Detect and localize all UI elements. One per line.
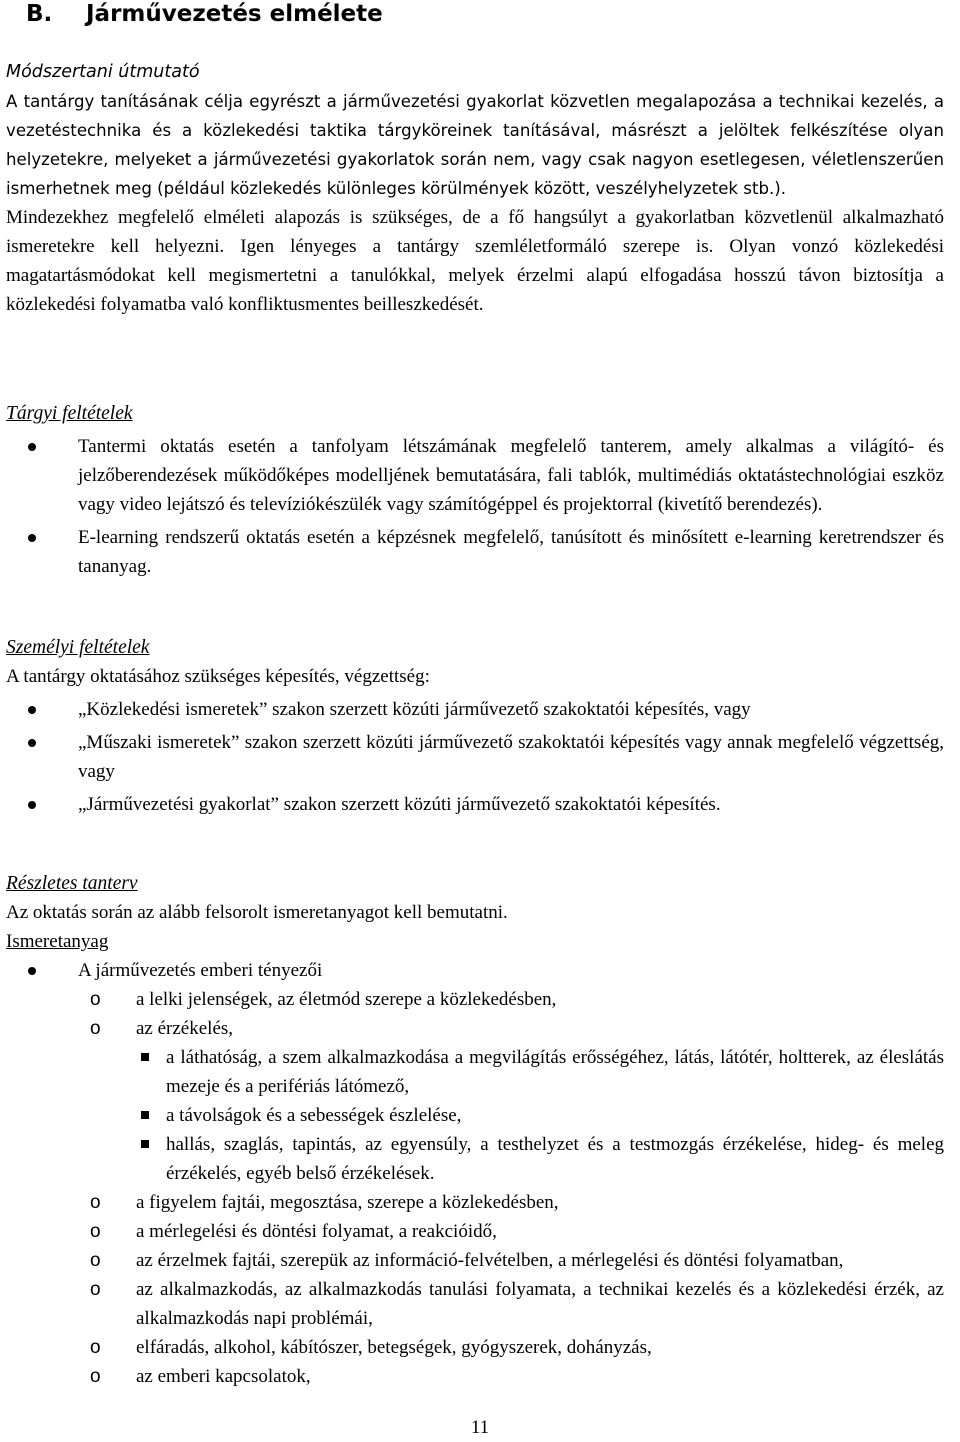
list-item: hallás, szaglás, tapintás, az egyensúly, a testhelyzet és a testmozgás érzékelése, hideg- és meleg érzékelés, egyéb belső érzékelések. <box>6 1130 944 1188</box>
subtopic-list-continued <box>6 1188 944 1391</box>
list-item: A járművezetés emberi tényezői <box>6 956 944 985</box>
method-section <box>6 58 944 319</box>
circle-bullet-icon: o <box>90 1250 101 1271</box>
circle-bullet-icon: o <box>90 1366 101 1387</box>
objective-list <box>6 432 944 581</box>
circle-bullet-icon: o <box>90 1337 101 1358</box>
list-item: o a figyelem fajtái, megosztása, szerepe a közlekedésben, <box>6 1188 944 1217</box>
page-number: 11 <box>470 1417 490 1438</box>
bullet-icon <box>28 739 36 747</box>
list-item: „Közlekedési ismeretek” szakon szerzett közúti járművezető szakoktatói képesítés, vagy <box>6 695 944 724</box>
method-paragraph-2: Mindezekhez megfelelő elméleti alapozás is szükséges, de a fő hangsúlyt a gyakorlatban közvetlenül alkalmazható ismeretekre kell helyezni. Igen lényeges a tantárgy szemléletformáló szerepe is. Olyan vonzó közlekedési magatartásmódokat kell megismertetni a tanulókkal, melyek érzelmi alapú elfogadása hosszú távon biztosítja a közlekedési folyamatba való konfliktusmentes beilleszkedését. <box>6 207 944 315</box>
list-item: o a lelki jelenségek, az életmód szerepe a közlekedésben, <box>6 985 944 1014</box>
list-item: o a mérlegelési és döntési folyamat, a reakcióidő, <box>6 1217 944 1246</box>
bullet-icon <box>28 706 36 714</box>
square-bullet-icon <box>141 1111 149 1119</box>
personal-intro: A tantárgy oktatásához szükséges képesítés, végzettség: <box>6 666 430 687</box>
objective-section <box>6 399 944 581</box>
chapter-title: Járművezetés elmélete <box>86 1 383 27</box>
curriculum-title: Részletes tanterv <box>6 873 138 894</box>
list-item: Tantermi oktatás esetén a tanfolyam létszámának megfelelő tanterem, amely alkalmas a világító- és jelzőberendezések működőképes modelljének bemutatására, fali tablók, multimédiás oktatástechnológiai eszköz vagy video lejátszó és televíziókészülék vagy számítógéppel és projektorral (kivetítő berendezés). <box>6 432 944 519</box>
list-item: a láthatóság, a szem alkalmazkodása a megvilágítás erősségéhez, látás, látótér, holtterek, az éleslátás mezeje és a perifériás látómező, <box>6 1043 944 1101</box>
topic-list <box>6 956 944 985</box>
curriculum-intro: Az oktatás során az alább felsorolt ismeretanyagot kell bemutatni. <box>6 902 508 923</box>
list-item: a távolságok és a sebességek észlelése, <box>6 1101 944 1130</box>
circle-bullet-icon: o <box>90 1279 101 1300</box>
chapter-heading <box>26 0 383 28</box>
circle-bullet-icon: o <box>90 1221 101 1242</box>
chapter-letter: B. <box>26 1 53 27</box>
objective-title: Tárgyi feltételek <box>6 403 133 424</box>
bullet-icon <box>28 801 36 809</box>
circle-bullet-icon: o <box>90 1018 101 1039</box>
list-item: o az érzékelés, <box>6 1014 944 1043</box>
bullet-icon <box>28 967 36 975</box>
knowledge-subtitle: Ismeretanyag <box>6 931 109 952</box>
list-item: o elfáradás, alkohol, kábítószer, betegségek, gyógyszerek, dohányzás, <box>6 1333 944 1362</box>
square-bullet-icon <box>141 1140 149 1148</box>
list-item: o az emberi kapcsolatok, <box>6 1362 944 1391</box>
bullet-icon <box>28 534 36 542</box>
list-item: E-learning rendszerű oktatás esetén a képzésnek megfelelő, tanúsított és minősített e-learning keretrendszer és tananyag. <box>6 523 944 581</box>
list-item: o az alkalmazkodás, az alkalmazkodás tanulási folyamata, a technikai kezelés és a közlekedési érzék, az alkalmazkodás napi problémái, <box>6 1275 944 1333</box>
list-item: o az érzelmek fajtái, szerepük az információ-felvételben, a mérlegelési és döntési folyamatban, <box>6 1246 944 1275</box>
perception-list <box>6 1043 944 1188</box>
method-paragraph-1: A tantárgy tanításának célja egyrészt a járművezetési gyakorlat közvetlen megalapozása a technikai kezelés, a vezetéstechnika és a közlekedési taktika tárgyköreinek tanításával, másrészt a jelöltek felkészítése olyan helyzetekre, melyeket a járművezetési gyakorlatok során nem, vagy csak nagyon esetlegesen, véletlenszerűen ismerhetnek meg (például közlekedés különleges körülmények között, veszélyhelyzetek stb.). <box>6 92 944 198</box>
circle-bullet-icon: o <box>90 1192 101 1213</box>
square-bullet-icon <box>141 1053 149 1061</box>
personal-list <box>6 695 944 819</box>
list-item: „Műszaki ismeretek” szakon szerzett közúti járművezető szakoktatói képesítés vagy annak megfelelő végzettség, vagy <box>6 728 944 786</box>
personal-section <box>6 633 944 819</box>
bullet-icon <box>28 443 36 451</box>
personal-title: Személyi feltételek <box>6 637 150 658</box>
circle-bullet-icon: o <box>90 989 101 1010</box>
list-item: „Járművezetési gyakorlat” szakon szerzett közúti járművezető szakoktatói képesítés. <box>6 790 944 819</box>
curriculum-section <box>6 869 944 1391</box>
method-title: Módszertani útmutató <box>6 62 200 82</box>
subtopic-list <box>6 985 944 1043</box>
